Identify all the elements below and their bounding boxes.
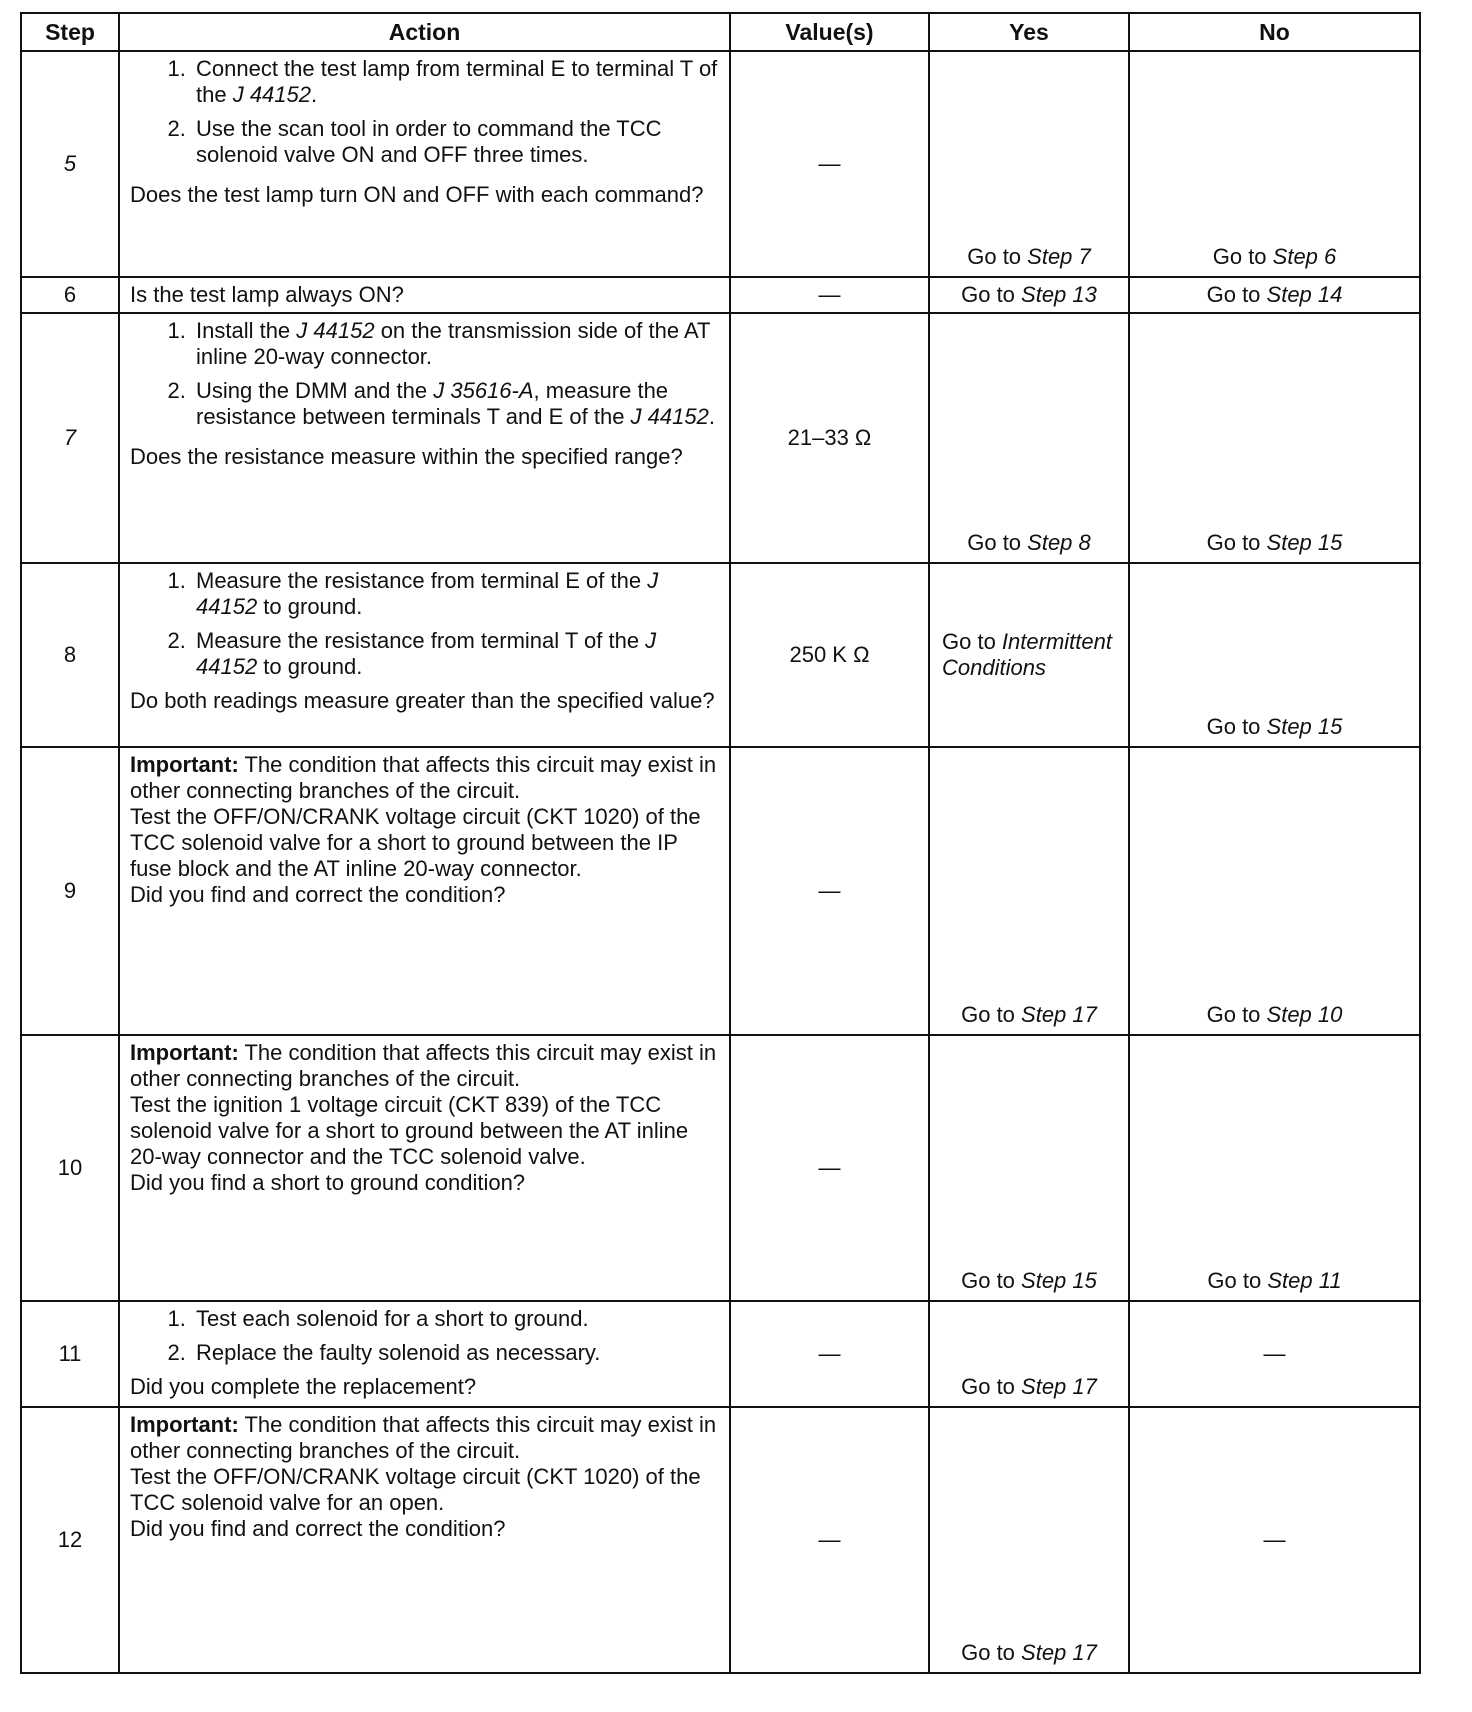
no-cell: — xyxy=(1129,1301,1420,1407)
yes-cell xyxy=(929,1301,1129,1407)
step-number: 11 xyxy=(21,1301,119,1407)
yes-link[interactable]: Go to Step 8 xyxy=(967,530,1091,555)
table-row-step-7 xyxy=(21,313,1420,563)
no-cell xyxy=(1129,747,1420,1035)
no-link[interactable]: Go to Step 15 xyxy=(1206,530,1343,555)
header-yes: Yes xyxy=(929,13,1129,51)
action-body: Test the OFF/ON/CRANK voltage circuit (CKT 1020) of the TCC solenoid valve for a short to ground between the IP fuse block and the AT inline 20-way connector. xyxy=(130,804,701,881)
action-cell xyxy=(119,747,730,1035)
action-question: Did you find and correct the condition? xyxy=(130,882,506,907)
value-cell: — xyxy=(730,1035,929,1301)
table-row-step-8 xyxy=(21,563,1420,747)
no-link[interactable]: Go to Step 6 xyxy=(1212,244,1337,269)
action-cell xyxy=(119,1035,730,1301)
action-cell xyxy=(119,563,730,747)
header-step: Step xyxy=(21,13,119,51)
yes-link[interactable]: Go to Step 13 xyxy=(961,282,1097,307)
no-cell xyxy=(1129,1035,1420,1301)
value-cell: — xyxy=(730,51,929,277)
value-cell: — xyxy=(730,747,929,1035)
table-row-step-6 xyxy=(21,277,1420,313)
table-row-step-12 xyxy=(21,1407,1420,1673)
table-row-step-9 xyxy=(21,747,1420,1035)
diagnostic-table xyxy=(20,12,1421,1674)
important-note: Important: The condition that affects this circuit may exist in other connecting branches of the circuit. xyxy=(130,1412,717,1463)
yes-link[interactable]: Go to Step 17 xyxy=(961,1002,1097,1027)
value-cell: 21–33 Ω xyxy=(730,313,929,563)
yes-cell xyxy=(929,277,1129,313)
step-number: 7 xyxy=(21,313,119,563)
no-cell xyxy=(1129,277,1420,313)
value-cell: — xyxy=(730,1407,929,1673)
action-body: Test the OFF/ON/CRANK voltage circuit (CKT 1020) of the TCC solenoid valve for an open. xyxy=(130,1464,701,1515)
yes-link[interactable]: Go to Step 7 xyxy=(967,244,1091,269)
action-substep-1: 1. Connect the test lamp from terminal E to terminal T of the J 44152. xyxy=(192,56,719,108)
action-cell xyxy=(119,1301,730,1407)
no-link[interactable]: Go to Step 15 xyxy=(1206,714,1343,739)
table-row-step-5 xyxy=(21,51,1420,277)
yes-cell xyxy=(929,1407,1129,1673)
action-substep-1: 1. Test each solenoid for a short to ground. xyxy=(192,1306,719,1332)
action-substep-2: 2. Use the scan tool in order to command the TCC solenoid valve ON and OFF three times. xyxy=(192,116,719,168)
step-number: 12 xyxy=(21,1407,119,1673)
header-no: No xyxy=(1129,13,1420,51)
no-link[interactable]: Go to Step 11 xyxy=(1207,1268,1342,1293)
action-substep-2: 2. Replace the faulty solenoid as necessary. xyxy=(192,1340,719,1366)
no-cell xyxy=(1129,563,1420,747)
value-cell: 250 K Ω xyxy=(730,563,929,747)
no-link[interactable]: Go to Step 10 xyxy=(1206,1002,1343,1027)
header-row xyxy=(21,13,1420,51)
action-substep-1: 1. Measure the resistance from terminal E of the J 44152 to ground. xyxy=(192,568,719,620)
no-cell xyxy=(1129,313,1420,563)
action-substep-2: 2. Measure the resistance from terminal T of the J 44152 to ground. xyxy=(192,628,719,680)
value-cell: — xyxy=(730,277,929,313)
no-link[interactable]: Go to Step 14 xyxy=(1206,282,1343,307)
no-cell xyxy=(1129,51,1420,277)
action-question: Do both readings measure greater than the specified value? xyxy=(130,688,715,713)
yes-cell xyxy=(929,51,1129,277)
step-number: 8 xyxy=(21,563,119,747)
action-question: Does the test lamp turn ON and OFF with each command? xyxy=(130,182,704,207)
yes-cell xyxy=(929,747,1129,1035)
action-question: Did you find a short to ground condition? xyxy=(130,1170,526,1195)
action-cell xyxy=(119,51,730,277)
yes-link[interactable]: Go to Step 17 xyxy=(961,1640,1097,1665)
action-body: Test the ignition 1 voltage circuit (CKT 839) of the TCC solenoid valve for a short to ground between the AT inline 20-way connector and the TCC solenoid valve. xyxy=(130,1092,689,1169)
yes-link[interactable]: Go to Intermittent Conditions xyxy=(942,629,1112,680)
step-number: 10 xyxy=(21,1035,119,1301)
action-question: Does the resistance measure within the specified range? xyxy=(130,444,683,469)
important-note: Important: The condition that affects this circuit may exist in other connecting branches of the circuit. xyxy=(130,752,717,803)
no-cell: — xyxy=(1129,1407,1420,1673)
step-number: 5 xyxy=(21,51,119,277)
action-question: Did you complete the replacement? xyxy=(130,1374,477,1399)
action-question: Did you find and correct the condition? xyxy=(130,1516,506,1541)
action-question: Is the test lamp always ON? xyxy=(130,282,404,307)
table-row-step-11 xyxy=(21,1301,1420,1407)
action-cell xyxy=(119,277,730,313)
action-cell xyxy=(119,1407,730,1673)
yes-link[interactable]: Go to Step 15 xyxy=(961,1268,1097,1293)
action-substep-1: 1. Install the J 44152 on the transmission side of the AT inline 20-way connector. xyxy=(192,318,719,370)
value-cell: — xyxy=(730,1301,929,1407)
yes-cell xyxy=(929,1035,1129,1301)
table-row-step-10 xyxy=(21,1035,1420,1301)
yes-cell xyxy=(929,313,1129,563)
header-action: Action xyxy=(119,13,730,51)
header-values: Value(s) xyxy=(730,13,929,51)
important-note: Important: The condition that affects this circuit may exist in other connecting branches of the circuit. xyxy=(130,1040,717,1091)
yes-cell xyxy=(929,563,1129,747)
step-number: 9 xyxy=(21,747,119,1035)
action-cell xyxy=(119,313,730,563)
action-substep-2: 2. Using the DMM and the J 35616-A, measure the resistance between terminals T and E of the J 44152. xyxy=(192,378,719,430)
yes-link[interactable]: Go to Step 17 xyxy=(961,1374,1097,1399)
step-number: 6 xyxy=(21,277,119,313)
